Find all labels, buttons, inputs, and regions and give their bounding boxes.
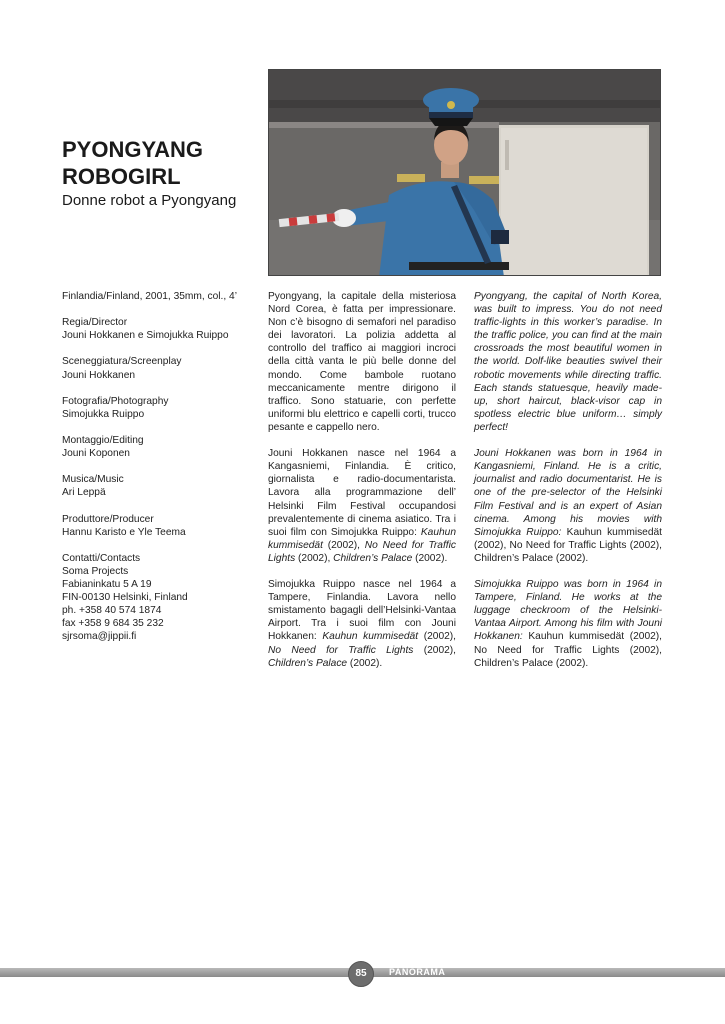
film-title: No Need for Traffic Lights: [268, 644, 414, 656]
credit-label: Regia/Director: [62, 317, 128, 329]
bio-text: Jouni Hokkanen was born in 1964 in Kangasniemi, Finland. He is a critic, journalist and radio documentarist. He is one of the pre-selector of the Helsinki Film Festival and is an expert of Asian cinema. Among his movies with Simojukka Ruippo:: [474, 448, 662, 538]
credit-music: [62, 473, 262, 499]
credit-label: Produttore/Producer: [62, 513, 154, 525]
credit-value: Simojukka Ruippo: [62, 408, 145, 420]
english-bio-hokkanen: [474, 447, 662, 565]
english-text-column: [474, 290, 662, 683]
credit-value: Jouni Hokkanen e Simojukka Ruippo: [62, 330, 229, 342]
film-title: Children’s Palace: [268, 657, 348, 669]
credit-director: [62, 316, 262, 342]
page-number: 85: [348, 961, 374, 987]
film-titles: Kauhun kummisedät (2002), No Need for Traffic Lights (2002), Children’s Palace (2002).: [474, 631, 662, 669]
credit-editing: [62, 434, 262, 460]
credits-column: [62, 290, 262, 657]
credit-producer: [62, 513, 262, 539]
credit-photography: [62, 395, 262, 421]
credit-label: Musica/Music: [62, 474, 124, 486]
bio-text: Simojukka Ruippo nasce nel 1964 a Tampere, Finlandia. Lavora nello smistamento bagagli dell’Helsinki-Vantaa Airport. Tra i suoi film con Jouni Hokkanen:: [268, 579, 456, 643]
film-info: [62, 290, 262, 303]
page-subtitle: Donne robot a Pyongyang: [62, 192, 237, 209]
credit-label: Montaggio/Editing: [62, 435, 144, 447]
credit-value: Jouni Koponen: [62, 448, 130, 460]
contact-email[interactable]: sjrsoma@jippii.fi: [62, 631, 137, 643]
credit-screenplay: [62, 355, 262, 381]
film-still-image: [268, 69, 661, 276]
italian-bio-hokkanen: [268, 447, 456, 565]
italian-bio-ruippo: [268, 578, 456, 670]
italian-synopsis: Pyongyang, la capitale della misteriosa Nord Corea, è fatta per impressionare. Non c’è bisogno di semafori nel paradiso dei lavoratori. La polizia addetta al controllo del traffico ai maggiori incroci della città vanta le più belle donne del mondo. Come bambole ruotano meccanicamente mentre dirigono il traffico. Sono statuarie, con perfette uniformi blu elettrico e capelli corti, trucco pesante e cappello nero.: [268, 291, 456, 433]
bio-text: Simojukka Ruippo was born in 1964 in Tampere, Finland. He works at the luggage checkroom of the Helsinki-Vantaa Airport. Among his film with Jouni Hokkanen:: [474, 579, 662, 643]
credit-label: Sceneggiatura/Screenplay: [62, 356, 182, 368]
contact-city: FIN-00130 Helsinki, Finland: [62, 592, 188, 604]
film-info-line: Finlandia/Finland, 2001, 35mm, col., 4’: [62, 291, 237, 302]
bio-text: Jouni Hokkanen nasce nel 1964 a Kangasniemi, Finlandia. È critico, giornalista e radio-documentarista. Lavora alla programmazione dell’ Helsinki Film Festival occupandosi prevalentemente di cinema asiatico. Tra i suoi film con Simojukka Ruippo:: [268, 448, 456, 538]
credit-value: Jouni Hokkanen: [62, 369, 136, 381]
contact-address: Fabianinkatu 5 A 19: [62, 579, 152, 591]
bio-text: (2002).: [412, 552, 448, 564]
english-bio-ruippo: [474, 578, 662, 670]
bio-text: (2002),: [418, 631, 456, 643]
film-title: Kauhun kummisedät: [268, 526, 456, 551]
bio-text: (2002),: [322, 539, 365, 551]
film-title: No Need for Traffic Lights: [268, 539, 456, 564]
page-title: PYONGYANG ROBOGIRL: [62, 137, 204, 189]
contact-company: Soma Projects: [62, 565, 129, 577]
contacts: [62, 552, 262, 644]
contact-phone: ph. +358 40 574 1874: [62, 605, 162, 617]
bio-text: (2002).: [347, 657, 383, 669]
credit-label: Fotografia/Photography: [62, 395, 169, 407]
contacts-label: Contatti/Contacts: [62, 552, 141, 564]
film-title: Kauhun kummisedät: [322, 631, 419, 643]
credit-value: Hannu Karisto e Yle Teema: [62, 526, 186, 538]
film-titles: Kauhun kummisedät (2002), No Need for Traffic Lights (2002), Children’s Palace (2002).: [474, 526, 662, 564]
bio-text: (2002),: [295, 552, 334, 564]
credit-value: Ari Leppä: [62, 487, 106, 499]
section-label: PANORAMA: [389, 967, 446, 977]
bio-text: (2002),: [413, 644, 456, 656]
italian-text-column: [268, 290, 456, 683]
contact-fax: fax +358 9 684 35 232: [62, 618, 164, 630]
english-synopsis: Pyongyang, the capital of North Korea, was built to impress. You do not need traffic-lights in this worker’s paradise. In the traffic police, you can find at the main crossroads the most beautiful women in the world. Dolf-like beauties swivel their robotic movements while directing traffic. Each stands statuesque, heavily made-up, short haircut, black-visor cap in spotless electric blue uniform… simply perfect!: [474, 291, 662, 433]
film-title: Children’s Palace: [333, 552, 413, 564]
